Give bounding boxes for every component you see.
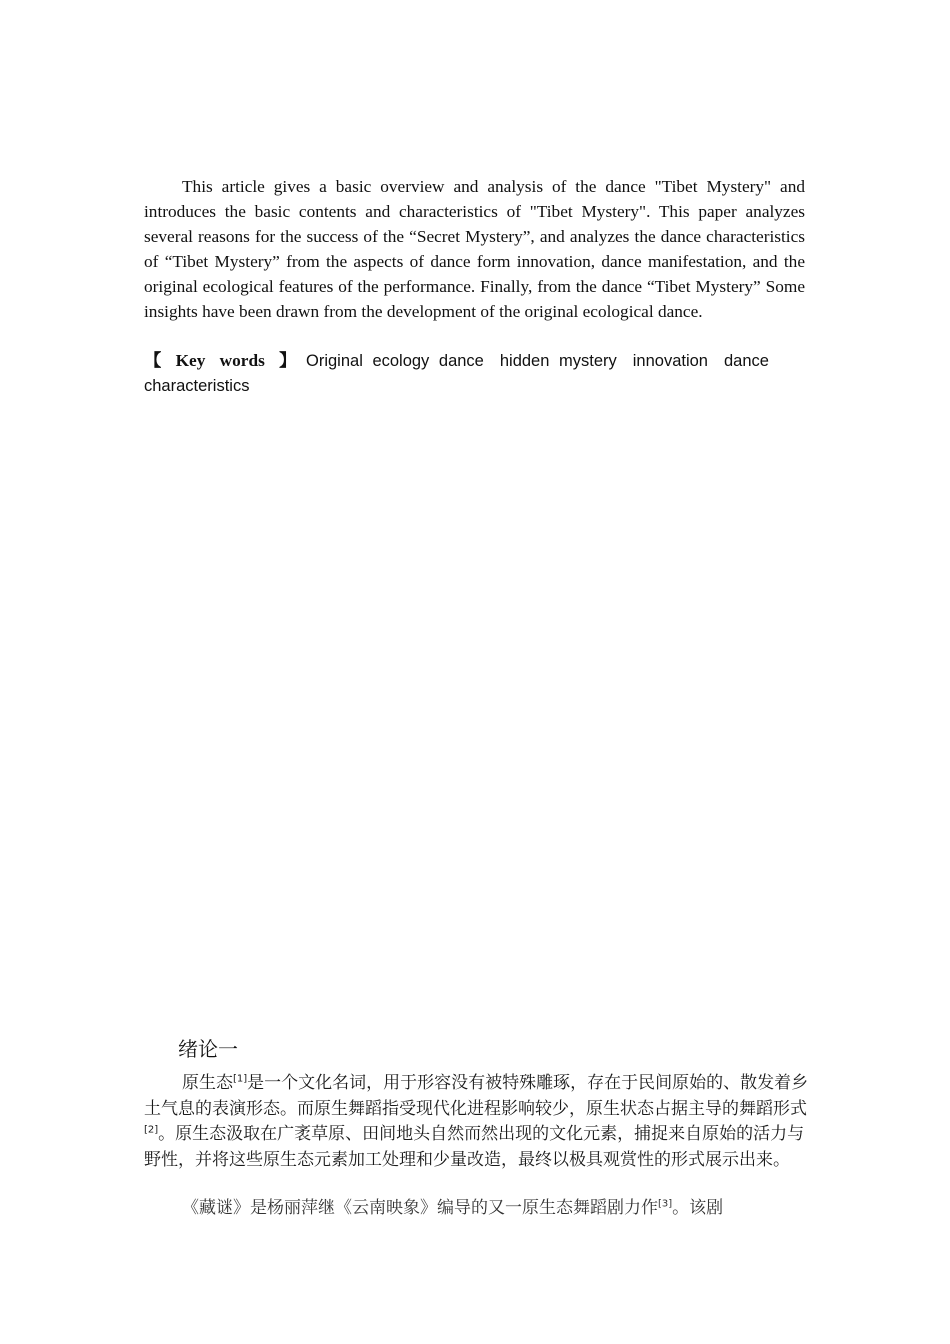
section-heading: 绪论一 (178, 1037, 238, 1061)
keyword-item: innovation (632, 352, 708, 370)
body-paragraph (144, 1196, 809, 1222)
body-text: 。原生态汲取在广袤草原、田间地头自然而然出现的文化元素，捕捉来自原始的活力与野性，并将这些原生态元素加工处理和少量改造，最终以极具观赏性的形式展示出来。 (144, 1124, 805, 1170)
body-text: 。该剧 (672, 1198, 724, 1218)
body-text: 原生态 (182, 1073, 233, 1093)
keywords-label: 【 Key words 】 (144, 351, 297, 370)
keyword-item: hidden mystery (499, 352, 617, 370)
abstract-paragraph: This article gives a basic overview and analysis of the dance "Tibet Mystery" and introduces the basic contents and characteristics of "Tibet Mystery". This paper analyzes several reasons for the success of the “Secret Mystery”, and analyzes the dance characteristics of “Tibet Mystery” from the aspects of dance form innovation, dance manifestation, and the original ecological features of the performance. Finally, from the dance “Tibet Mystery” Some insights have been drawn from the development of the original ecological dance. (144, 177, 805, 321)
body-text: 《藏谜》是杨丽萍继《云南映象》编导的又一原生态舞蹈剧力作 (182, 1198, 658, 1218)
citation-ref: [1] (233, 1073, 248, 1085)
body-paragraph (144, 1071, 809, 1173)
citation-ref: [3] (658, 1198, 673, 1210)
keywords-line (144, 348, 805, 399)
keyword-item: dance characteristics (144, 352, 769, 395)
body-text: 是一个文化名词，用于形容没有被特殊雕琢，存在于民间原始的、散发着乡土气息的表演形态。而原生舞蹈指受现代化进程影响较少，原生状态占据主导的舞蹈形式 (144, 1073, 809, 1119)
citation-ref: [2] (144, 1124, 159, 1136)
keyword-item: Original ecology dance (306, 352, 484, 370)
